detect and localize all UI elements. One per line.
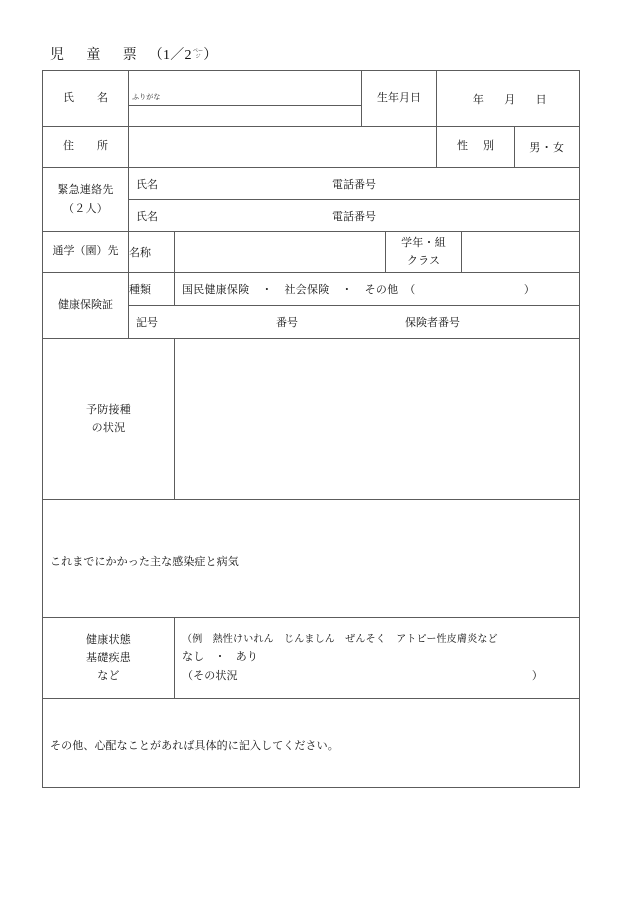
label-birthdate: 生年月日 [362,71,437,127]
insurance-option-national[interactable]: 国民健康保険 [182,284,250,296]
label-school: 通学（園）先 [43,232,129,273]
health-status-detail[interactable] [182,667,579,686]
insurance-kind-options-cell[interactable] [175,273,580,306]
birthdate-input-cell[interactable] [437,71,580,127]
table-row-other-concerns [43,699,580,788]
health-status-example: （例 熱性けいれん じんましん ぜんそく アトピー性皮膚炎など [182,633,498,645]
page-title-text: 児 童 票 [50,48,141,63]
name-input-cell[interactable] [129,71,362,127]
past-illness-cell[interactable] [43,500,580,618]
insurance-other-paren-open: （ [404,284,416,296]
label-other-concerns: その他、心配なことがあれば具体的に記入してください。 [50,740,339,752]
gender-value[interactable]: 男・女 [515,127,580,168]
emergency-contact-1-cell[interactable] [129,168,580,200]
table-row-health-status [43,618,580,699]
label-emergency-contact [43,168,129,232]
label-health-line3: など [97,670,120,683]
page-title [50,44,217,64]
label-vaccination-line1: 予防接種 [86,403,131,416]
insurance-other-paren-close: ） [523,284,536,296]
table-row-emergency-1 [43,168,580,200]
health-choice-separator: ・ [214,650,226,663]
birth-day-unit: 日 [535,93,548,106]
page-number-suffix: ） [203,48,218,63]
other-concerns-cell[interactable] [43,699,580,788]
health-detail-open: （その状況 [182,669,238,682]
table-row-vaccination [43,339,580,500]
insurance-option-other[interactable]: その他 [364,284,399,296]
address-input-cell[interactable] [129,127,437,168]
page-ruby-bottom: ジ [195,53,201,60]
label-grade-line2: クラス [406,255,441,267]
birth-year-unit: 年 [472,93,485,106]
label-past-illness: これまでにかかった主な感染症と病気 [50,555,239,568]
school-name-input-cell[interactable] [175,232,386,273]
label-insurer-number: 保険者番号 [405,317,460,329]
birth-month-unit: 月 [504,93,516,106]
insurance-option-social[interactable]: 社会保険 [284,284,330,296]
health-detail-close: ） [531,669,544,682]
table-row-past-illness [43,500,580,618]
label-insurance-kind: 種類 [129,273,175,306]
label-health-line1: 健康状態 [86,633,131,646]
label-contact2-name: 氏名 [136,210,158,223]
table-row-name [43,71,580,127]
furigana-label: ふりがな [129,91,361,106]
label-insurance-number: 番号 [276,317,298,329]
label-grade-class [386,232,462,273]
health-status-cell[interactable] [175,618,580,699]
label-grade-line1: 学年・組 [401,236,446,249]
label-contact2-phone: 電話番号 [332,210,376,223]
page-ruby-top: ペー [192,48,204,55]
label-emergency-line2: （２人） [63,202,108,215]
grade-class-input-cell[interactable] [462,232,580,273]
label-name: 氏 名 [43,71,129,127]
label-vaccination-status [43,339,175,500]
table-row-insurance-kind [43,273,580,306]
health-choice-have[interactable]: あり [235,650,259,663]
label-address: 住 所 [43,127,129,168]
label-contact1-phone: 電話番号 [332,178,376,191]
insurance-separator-1: ・ [261,284,273,296]
label-school-name: 名称 [129,232,175,273]
page-number-label [149,48,218,63]
child-record-table [42,70,580,788]
health-choice-none[interactable]: なし [182,650,205,663]
insurance-numbers-cell[interactable] [129,306,580,339]
label-health-status [43,618,175,699]
label-gender: 性 別 [437,127,515,168]
label-insurance-symbol: 記号 [136,317,158,329]
label-health-line2: 基礎疾患 [86,651,131,664]
page-ruby-annotation [193,49,203,60]
label-vaccination-line2: の状況 [91,422,126,434]
label-contact1-name: 氏名 [136,178,158,191]
health-status-choice[interactable] [182,648,579,667]
vaccination-write-area[interactable] [175,339,580,500]
label-insurance-card: 健康保険証 [43,273,129,339]
label-emergency-line1: 緊急連絡先 [57,184,114,197]
table-row-address [43,127,580,168]
insurance-separator-2: ・ [341,284,353,296]
table-row-school [43,232,580,273]
page-number-prefix: （1／2 [148,48,192,63]
emergency-contact-2-cell[interactable] [129,200,580,232]
